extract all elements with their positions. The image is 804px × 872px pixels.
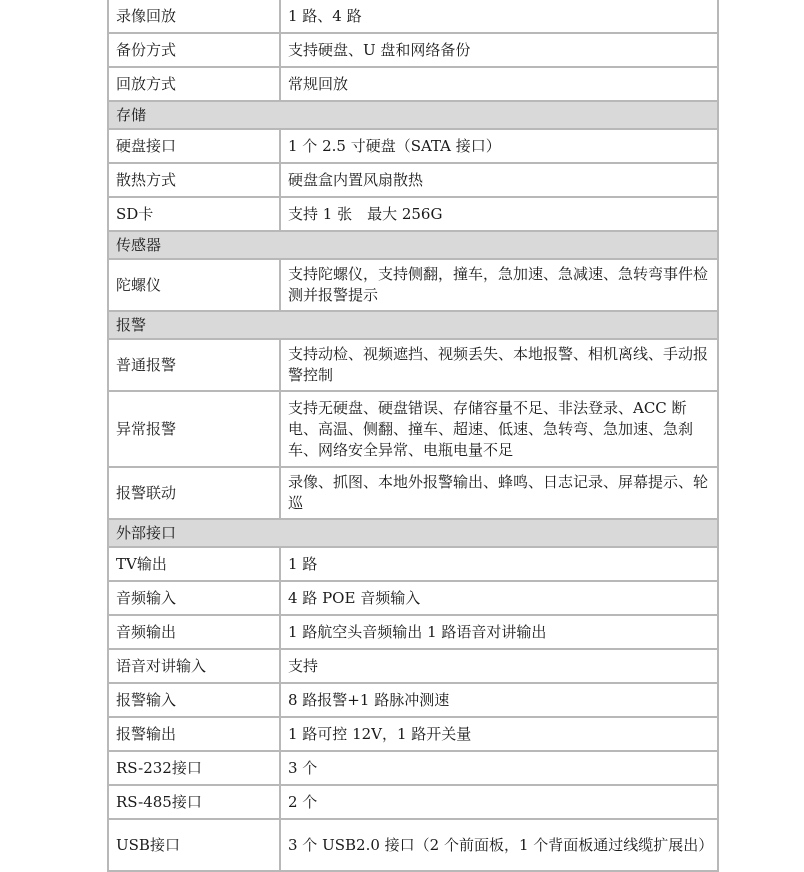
spec-value: 常规回放 [280, 67, 718, 101]
section-header-row [108, 311, 718, 339]
section-header-row [108, 231, 718, 259]
spec-label: 音频输出 [108, 615, 280, 649]
spec-label: 录像回放 [108, 0, 280, 33]
spec-label: 回放方式 [108, 67, 280, 101]
section-title: 报警 [108, 311, 718, 339]
spec-row [108, 819, 718, 871]
spec-label: RS-485接口 [108, 785, 280, 819]
spec-label: 陀螺仪 [108, 259, 280, 311]
spec-value: 8 路报警+1 路脉冲测速 [280, 683, 718, 717]
spec-row [108, 67, 718, 101]
spec-table-body [108, 0, 718, 871]
spec-label: 报警联动 [108, 467, 280, 519]
spec-table [107, 0, 719, 872]
spec-row [108, 581, 718, 615]
spec-value: 1 路可控 12V，1 路开关量 [280, 717, 718, 751]
spec-label: 异常报警 [108, 391, 280, 467]
spec-value: 支持 [280, 649, 718, 683]
spec-label: RS-232接口 [108, 751, 280, 785]
spec-value: 3 个 [280, 751, 718, 785]
section-title: 存储 [108, 101, 718, 129]
spec-value: 硬盘盒内置风扇散热 [280, 163, 718, 197]
spec-label: 硬盘接口 [108, 129, 280, 163]
spec-value: 1 个 2.5 寸硬盘（SATA 接口） [280, 129, 718, 163]
spec-row [108, 467, 718, 519]
spec-value: 4 路 POE 音频输入 [280, 581, 718, 615]
section-header-row [108, 519, 718, 547]
spec-row [108, 163, 718, 197]
spec-value: 1 路航空头音频输出 1 路语音对讲输出 [280, 615, 718, 649]
spec-row [108, 785, 718, 819]
spec-row [108, 33, 718, 67]
spec-row [108, 615, 718, 649]
spec-row [108, 0, 718, 33]
spec-value: 支持硬盘、U 盘和网络备份 [280, 33, 718, 67]
spec-label: TV输出 [108, 547, 280, 581]
spec-value: 支持陀螺仪，支持侧翻，撞车，急加速、急减速、急转弯事件检测并报警提示 [280, 259, 718, 311]
spec-value: 1 路 [280, 547, 718, 581]
spec-label: 普通报警 [108, 339, 280, 391]
spec-row [108, 197, 718, 231]
spec-row [108, 683, 718, 717]
spec-value: 支持无硬盘、硬盘错误、存储容量不足、非法登录、ACC 断电、高温、侧翻、撞车、超速、低速、急转弯、急加速、急刹车、网络安全异常、电瓶电量不足 [280, 391, 718, 467]
spec-label: SD卡 [108, 197, 280, 231]
spec-row [108, 649, 718, 683]
spec-label: USB接口 [108, 819, 280, 871]
spec-value: 录像、抓图、本地外报警输出、蜂鸣、日志记录、屏幕提示、轮巡 [280, 467, 718, 519]
spec-row [108, 129, 718, 163]
spec-row [108, 717, 718, 751]
spec-label: 散热方式 [108, 163, 280, 197]
section-header-row [108, 101, 718, 129]
spec-label: 报警输出 [108, 717, 280, 751]
spec-value: 3 个 USB2.0 接口（2 个前面板，1 个背面板通过线缆扩展出） [280, 819, 718, 871]
spec-label: 报警输入 [108, 683, 280, 717]
spec-row [108, 259, 718, 311]
spec-row [108, 751, 718, 785]
section-title: 传感器 [108, 231, 718, 259]
spec-value: 2 个 [280, 785, 718, 819]
spec-row [108, 391, 718, 467]
spec-value: 支持动检、视频遮挡、视频丢失、本地报警、相机离线、手动报警控制 [280, 339, 718, 391]
spec-value: 1 路、4 路 [280, 0, 718, 33]
spec-value: 支持 1 张 最大 256G [280, 197, 718, 231]
section-title: 外部接口 [108, 519, 718, 547]
spec-row [108, 547, 718, 581]
spec-row [108, 339, 718, 391]
spec-label: 语音对讲输入 [108, 649, 280, 683]
spec-label: 音频输入 [108, 581, 280, 615]
spec-label: 备份方式 [108, 33, 280, 67]
